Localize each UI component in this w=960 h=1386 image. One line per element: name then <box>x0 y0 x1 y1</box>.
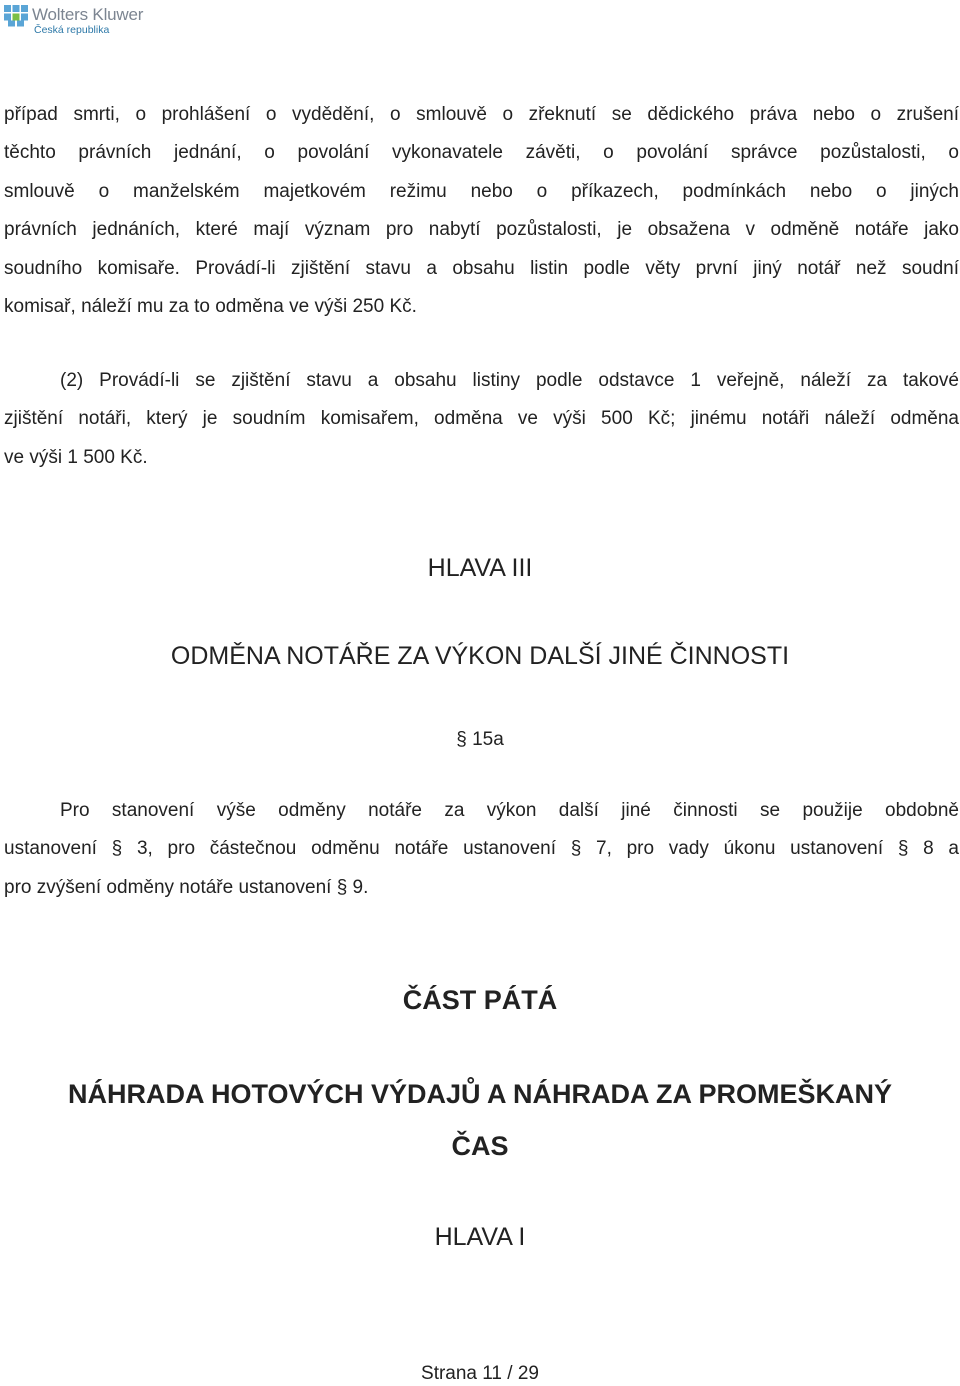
part-title-line-1: NÁHRADA HOTOVÝCH VÝDAJŮ A NÁHRADA ZA PROMEŠKANÝ <box>67 1079 893 1109</box>
section-number: § 15a <box>456 729 504 750</box>
text-line: právních jednáních, které mají význam pro nabytí pozůstalosti, je obsažena v odměně notáře jako <box>4 219 959 241</box>
text-line: zjištění notáři, který je soudním komisařem, odměna ve výši 500 Kč; jinému notáři náleží odměna <box>4 408 959 430</box>
paragraph-2 <box>4 362 959 477</box>
part-title-line-2: ČAS <box>451 1131 509 1161</box>
chapter-heading: HLAVA I <box>434 1223 526 1251</box>
chapter-title: ODMĚNA NOTÁŘE ZA VÝKON DALŠÍ JINÉ ČINNOSTI <box>170 642 790 670</box>
text-line: ustanovení § 3, pro částečnou odměnu notáře ustanovení § 7, pro vady úkonu ustanovení § 8 a <box>4 838 959 860</box>
paragraph-3 <box>4 792 959 907</box>
chapter-heading: HLAVA III <box>427 554 533 582</box>
text-line: komisař, náleží mu za to odměna ve výši 250 Kč. <box>4 296 417 318</box>
text-line: těchto právních jednání, o povolání vykonavatele závěti, o povolání správce pozůstalosti, o <box>4 142 959 164</box>
text-line: soudního komisaře. Provádí-li zjištění stavu a obsahu listin podle věty první jiný notář než soudní <box>4 257 959 279</box>
publisher-logo <box>4 3 144 37</box>
logo-subtitle: Česká republika <box>34 24 110 36</box>
wolters-kluwer-logo-icon <box>4 5 28 27</box>
text-line: případ smrti, o prohlášení o vydědění, o smlouvě o zřeknutí se dědického práva nebo o zrušení <box>4 104 959 125</box>
logo-name: Wolters Kluwer <box>32 5 144 24</box>
text-line: Pro stanovení výše odměny notáře za výkon další jiné činnosti se použije obdobně <box>60 800 959 821</box>
page-number: Strana 11 / 29 <box>421 1363 539 1384</box>
part-heading: ČÁST PÁTÁ <box>402 985 558 1015</box>
paragraph-1 <box>4 96 959 326</box>
text-line: ve výši 1 500 Kč. <box>4 446 148 468</box>
text-line: (2) Provádí-li se zjištění stavu a obsahu listiny podle odstavce 1 veřejně, náleží za takové <box>60 370 959 391</box>
text-line: pro zvýšení odměny notáře ustanovení § 9. <box>4 876 369 898</box>
text-line: smlouvě o manželském majetkovém režimu nebo o příkazech, podmínkách nebo o jiných <box>4 180 959 202</box>
